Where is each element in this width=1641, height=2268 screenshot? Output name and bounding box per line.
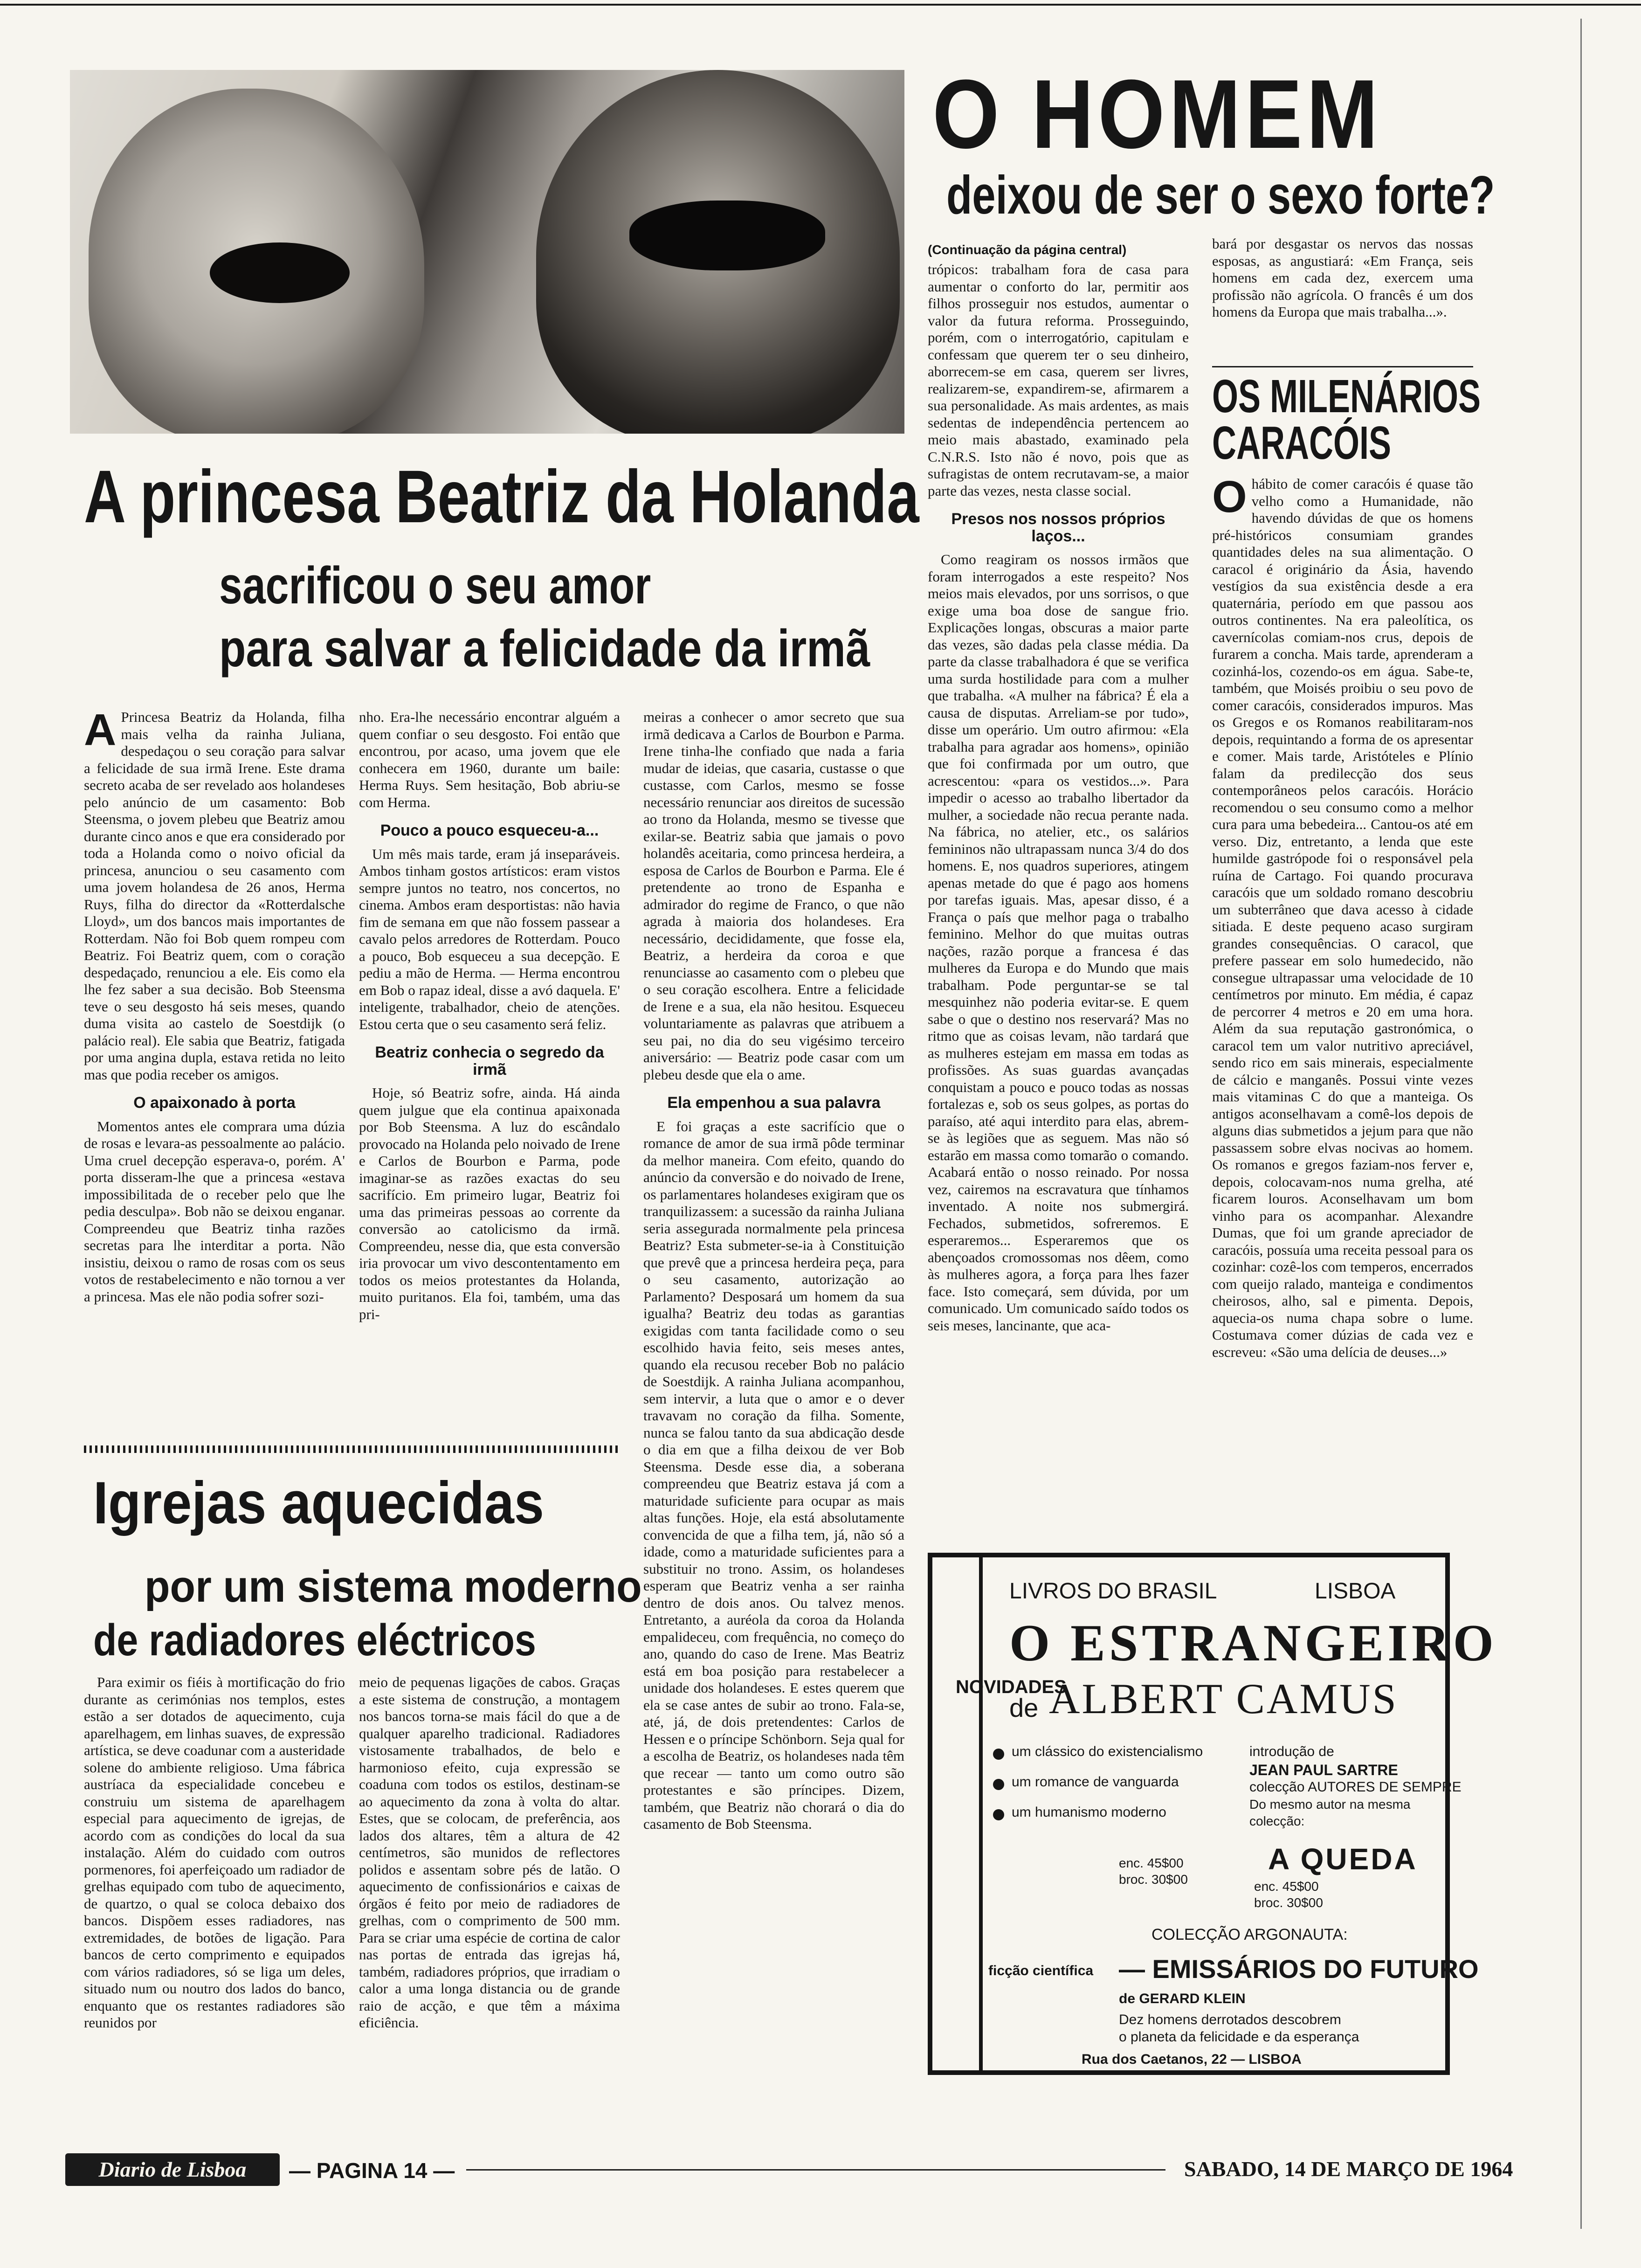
igrejas-col2-text: meio de pequenas ligações de cabos. Graças a este sistema de construção, a montagem nos bancos torna-se mais fácil do que a de qualquer aparelho tradicional. Radiadores vistosamente trabalhados, de belo e harmonioso efeito, cuja expressão se coaduna com todos os estilos, destinam-se ao aquecimento da zona à volta do altar. Estes, que se colocam, de preferência, aos lados dos altares, têm a altura de 42 centímetros, são munidos de reflectores polidos e assentam sobre pés de latão. O aquecimento de confissionários e caixas de órgãos é feito por meio de radiadores de grelhas, com o comprimento de 500 mm. Para se criar uma espécie de cortina de calor nas portas de entrada das igrejas há, também, radiadores próprios, que irradiam o calor a uma longa distancia ou de grande raio de acção, e que têm a máxima eficiência. <box>359 1674 620 2031</box>
ad-bullet-icon <box>993 1749 1004 1760</box>
beatriz-sub-4: Ela empenhou a sua palavra <box>667 1094 881 1112</box>
ad-intro-author: JEAN PAUL SARTRE <box>1249 1762 1398 1778</box>
homem-headline: O HOMEM <box>932 59 1383 169</box>
igrejas-deck-line1: por um sistema moderno <box>145 1562 642 1611</box>
ad-price-broc-2: broc. 30$00 <box>1254 1895 1323 1910</box>
homem-sub-1: Presos nos nossos próprios laços... <box>951 510 1165 545</box>
caracois-column <box>1212 476 1473 1543</box>
ad-book2: A QUEDA <box>1268 1842 1418 1876</box>
ad-book-title: O ESTRANGEIRO <box>1009 1614 1497 1672</box>
ad-publisher: LIVROS DO BRASIL <box>1009 1579 1217 1604</box>
ad-price-enc-2: enc. 45$00 <box>1254 1879 1319 1894</box>
ad-price-enc-1: enc. 45$00 <box>1119 1856 1184 1870</box>
dropcap-a: A <box>84 709 117 755</box>
beatriz-col3-text: meiras a conhecer o amor secreto que sua irmã dedicava a Carlos de Bourbon e Parma. Irene tinha-lhe confiado que nada a faria mudar de ideias, que casaria, custasse o que custasse, com Carlos, mesmo se fosse necessário renunciar aos direitos de sucessão ao trono da Holanda, mesmo se tivesse que exilar-se. Beatriz sabia que jamais o povo holandês aceitaria, como princesa herdeira, a esposa de Carlos de Bourbon e Parma. Ele é pretendente ao trono de Espanha e admirador do regime de Franco, o que não agrada à maioria dos holandeses. Era necessário, decididamente, que fosse ela, Beatriz, a herdeira da coroa e que renunciasse ao casamento com o plebeu que o seu coração escolhera. Entre a felicidade de Irene e a sua, ela não hesitou. Esqueceu voluntariamente as palavras que atribuem a seu pai, no dia do seu vigésimo terceiro aniversário: — Beatriz pode casar com um plebeu desde que ela o ame. <box>643 709 904 1083</box>
beatriz-sub-3: Beatriz conhecia o segredo da irmã <box>375 1044 604 1079</box>
beatriz-col2-text: nho. Era-lhe necessário encontrar alguém a quem confiar o seu desgosto. Foi então que encontrou, por acaso, uma jovem que ele conhecera em 1960, durante um baile: Herma Ruys. Sem hesitação, Bob abriu-se com Herma. <box>359 709 620 810</box>
beatriz-col2c-text: Hoje, só Beatriz sofre, ainda. Há ainda quem julgue que ela continua apaixonada por Bob Steensma. A luz do escândalo provocado na Holanda pelo noivado de Irene e Carlos de Bourbon e Parma, pode imaginar-se as razões exactas do seu sacrifício. Em primeiro lugar, Beatriz foi uma das primeiras pessoas ao corrente da conversão ao catolicismo da irmã. Compreendeu, nesse dia, que esta conversão iria provocar um vivo descontentamento em todos os meios protestantes da Holanda, muito puritanos. Ela foi, também, uma das pri- <box>359 1085 620 1322</box>
ad-genre: ficção científica <box>988 1963 1094 1978</box>
top-rule <box>0 4 1641 6</box>
ad-collection-word: colecção: <box>1249 1814 1305 1828</box>
ad-book3: — EMISSÁRIOS DO FUTURO <box>1119 1954 1479 1984</box>
beatriz-column-1 <box>84 709 345 1436</box>
beatriz-deck-line2: para salvar a felicidade da irmã <box>219 619 870 678</box>
beatriz-headline: A princesa Beatriz da Holanda <box>84 455 919 538</box>
igrejas-column-1 <box>84 1674 345 2145</box>
beatriz-column-3 <box>643 709 904 2080</box>
page-number: — PAGINA 14 — <box>289 2158 455 2183</box>
homem-col1-text: trópicos: trabalham fora de casa para aumentar o conforto do lar, permitir aos filhos prosseguir nos estudos, aumentar o valor da futura reforma. Prosseguindo, porém, com o interrogatório, capitulam e confessam que querem ter o seu dinheiro, aborrecem-se em casa, querem ser livres, realizarem-se, expandirem-se, afirmarem a sua personalidade. As mais ardentes, as mais sedentas de independência pertencem ao meio mais abastado, examinado pela C.N.R.S. Isto não é novo, pois que as sufragistas de ontem recrutavam-se, a maior parte das vezes, nesta classe social. <box>928 261 1189 499</box>
beatriz-sub-1: O apaixonado à porta <box>133 1094 296 1112</box>
beatriz-column-2 <box>359 709 620 1436</box>
ad-bullet-icon <box>993 1779 1004 1790</box>
right-edge-rule <box>1580 19 1582 2229</box>
photo-glasses <box>629 201 825 270</box>
book-advertisement <box>928 1553 1497 2075</box>
caracois-text: hábito de comer caracóis é quase tão velho como a Humanidade, não havendo dúvidas de que os homens pré-históricos consumiam grandes quantidades deles na sua alimentação. O caracol é originário da Ásia, havendo vestígios da sua existência desde a era quaternária, período em que passou aos outros continentes. Na era paleolítica, os cavernícolas comiam-nos crus, depois de furarem a concha. Mais tarde, aprenderam a cozinhá-los, cozendo-os em água. Sabe-te, também, que Moisés proibiu o seu povo de comer caracóis, considerados impuros. Mas os Gregos e os Romanos reabilitaram-nos depois, requintando a forma de os apresentar e comer. Mais tarde, Aristóteles e Plínio falam da predilecção dos seus contemporâneos pelos caracóis. Horácio recomendou o seu consumo como a melhor cura para uma bebedeira... Cantou-os até em verso. Diz, entretanto, a lenda que este humilde gastrópode foi o responsável pela ruína de Cartago. Foi quando procurava caracóis que um soldado romano descobriu um subterrâneo que dava acesso à cidade sitiada. E deste pequeno acaso surgiram grandes consequências. O caracol, que prefere passear em solo humedecido, não consegue ultrapassar uma velocidade de 10 centímetros por minuto. Em média, é capaz de percorrer 4 metros e 20 em uma hora. Além da sua reputação gastronómica, o caracol tem um valor nutritivo apreciável, sendo rico em sais minerais, especialmente de cálcio e manganês. Possui vinte vezes mais vitaminas C do que a manteiga. Os antigos aconselhavam a comê-los depois de alguns dias submetidos a jejum para que não passassem sobre elvas nocivas ao homem. Os romanos e gregos faziam-nos ferver e, depois, colocavam-nos numa grelha, até ficarem louros. Aconselhavam um bom vinho para os acompanhar. Alexandre Dumas, que foi um grande apreciador de caracóis, possuía uma receita pessoal para os cozinhar: cozê-los com temperos, encerrados com queijo ralado, manteiga e condimentos cheirosos, alho, sal e pimenta. Depois, aquecia-os numa chapa sobre o lume. Costumava comer dúzias de cada vez e escreveu: «São uma delícia de deuses...» <box>1212 476 1473 1360</box>
ad-by3: de GERARD KLEIN <box>1119 1991 1246 2006</box>
ad-address: Rua dos Caetanos, 22 — LISBOA <box>1082 2052 1302 2067</box>
ad-city: LISBOA <box>1315 1579 1396 1604</box>
ad-blurb-2: o planeta da felicidade e da esperança <box>1119 2029 1359 2045</box>
ad-vertical-text: NOVIDADES <box>956 1677 1067 1697</box>
homem-col1b-text: Como reagiram os nossos irmãos que foram interrogados a este respeito? Nos meios mais elevados, por uns sorrisos, o que exige uma boa dose de sangue frio. Explicações longas, obscuras a maior parte das vezes, são dadas pela classe média. Da parte da classe trabalhadora é que se verifica uma surda hostilidade para com a mulher que trabalha. «A mulher na fábrica? É ela a causa de disputas. Arreliam-se por tudo», disse um operário. Um outro afirmou: «Ela trabalha para agradar aos homens», opinião que foi confirmada por um outro, que acrescentou: «para os vestidos...». Para impedir o acesso ao trabalho libertador da mulher, a sociedade não recua perante nada. Na fábrica, no atelier, etc., os salários femininos não ultrapassam nunca 3/4 do dos homens. E, nos quadros superiores, atingem apenas metade do que é pago aos homens por tarefas iguais. Mas, apesar disso, é a França o país que melhor paga o trabalho feminino. Melhor do que muitas outras nações, razão porque a francesa é das mulheres da Europa e do Mundo que mais trabalham. Pode perguntar-se se tal mesquinhez não poderia evitar-se. E quem sabe o que o destino nos reservará? Mas no ritmo que as coisas levam, não tardará que as mulheres estejam em massa em todas as profissões. As suas guardas avançadas conquistam a pouco e pouco todas as nossas fortalezas e, sob os seus golpes, as portas do paraíso, até aqui interdito para elas, abrem-se às legiões que as seguem. Mas não só estarão em massa como tomarão o comando. Acabará então o nosso reinado. Por nossa vez, cairemos na escravatura que tínhamos inventado. A noite nos submergirá. Fechados, submetidos, sofreremos. E esperaremos... Esperaremos que os abençoados cromossomas nos dêem, como às mulheres agora, a força para lhes fazer face. Isto começará, sem dúvida, por um comunicado. Um comunicado saído todos os seis meses, lancinante, que aca- <box>928 551 1189 1334</box>
caracois-title-1: OS MILENÁRIOS <box>1212 370 1481 422</box>
homem-column-2 <box>1212 235 1473 361</box>
ad-same-author: Do mesmo autor na mesma <box>1249 1797 1411 1812</box>
ad-blurb-1: Dez homens derrotados descobrem <box>1119 2012 1341 2027</box>
caracois-title-2: CARACÓIS <box>1212 417 1392 469</box>
ad-collection2: COLECÇÃO ARGONAUTA: <box>1151 1926 1348 1943</box>
homem-separator <box>1212 366 1473 367</box>
ad-author: ALBERT CAMUS <box>1049 1675 1398 1722</box>
homem-column-1 <box>928 261 1189 1539</box>
beatriz-col3b-text: E foi graças a este sacrifício que o romance de amor de sua irmã pôde terminar da melhor maneira. Com efeito, quando do anúncio da conversão e do noivado de Irene, os parlamentares holandeses exigiram que os tranquilizassem: a sucessão da rainha Juliana seria assegurada normalmente pela princesa Beatriz? Esta submeter-se-ia à Constituição que prevê que a princesa herdeira peça, para o seu casamento, autorização ao Parlamento? Desposará um homem da sua igualha? Beatriz deu todas as garantias exigidas com tanta facilidade como o seu escolhido havia feito, seis meses antes, quando ela recusou receber Bob no palácio de Soestdijk. A rainha Juliana acompanhou, sem intervir, a luta que o amor e o dever travavam no coração da filha. Somente, nunca se falou tanto da sua abdicação desde o dia em que a filha deixou de ver Bob Steensma. Desde esse dia, a soberana compreendeu que Beatriz estava já com a maturidade suficiente para ocupar as mais altas funções. Hoje, ela está absolutamente convencida de que a filha tem, já, não só a idade, como a maturidade suficientes para a substituir no trono. Assim, os holandeses esperam que Beatriz venha a ser rainha dentro de dois anos. Ou talvez menos. Entretanto, a auréola da coroa da Holanda empalideceu, com frequência, no começo do ano, quando do caso de Irene. Mas Beatriz está em boa posição para restabelecer a unidade dos holandeses. E estes querem que ela se case antes de subir ao trono. Fala-se, até, já, de dois pretendentes: Carlos de Hessen e o príncipe Schönborn. Seja qual for a escolha de Beatriz, os holandeses nada têm que recear — tanto um como outro são protestantes e são príncipes. Dizem, também, que Beatriz não chorará o dia do casamento de Bob Steensma. <box>643 1118 904 1832</box>
ad-collection: colecção AUTORES DE SEMPRE <box>1249 1779 1462 1795</box>
ad-bullet-3: um humanismo moderno <box>1012 1805 1166 1820</box>
beatriz-col1b-text: Momentos antes ele comprara uma dúzia de rosas e levara-as pessoalmente ao palácio. Uma cruel decepção esperava-o, porém. A' porta disseram-lhe que a princesa «estava impossibilitada de o receber pelo que lhe pedia desculpa». Bob não se deixou enganar. Compreendeu que Beatriz tinha razões secretas para lhe interditar a porta. Não insistiu, deixou o ramo de rosas com os seus votos de restabelecimento e não tornou a ver a princesa. Mas ele não podia sofrer sozi- <box>84 1118 345 1305</box>
news-photo <box>70 70 904 434</box>
hatched-divider <box>84 1445 620 1453</box>
beatriz-sub-2: Pouco a pouco esqueceu-a... <box>380 822 599 839</box>
homem-continuation: (Continuação da página central) <box>928 242 1127 257</box>
issue-date: SABADO, 14 DE MARÇO DE 1964 <box>1184 2157 1513 2181</box>
footer-rule-left <box>466 2169 1165 2171</box>
ad-bullet-2: um romance de vanguarda <box>1012 1774 1179 1790</box>
homem-deck: deixou de ser o sexo forte? <box>946 165 1495 225</box>
beatriz-col1-text: Princesa Beatriz da Holanda, filha mais velha da rainha Juliana, despedaçou o seu coração para salvar a felicidade de sua irmã Irene. Este drama secreto acaba de ser revelado aos holandeses pelo anúncio de um casamento: Bob Steensma, o jovem plebeu que Beatriz amou durante cinco anos e que era considerado por toda a Holanda como o noivo oficial da princesa, anunciou o seu casamento com uma jovem holandesa de 26 anos, Herma Ruys, filha do director da «Rotterdalsche Lloyd», um dos bancos mais importantes de Rotterdam. Não foi Bob quem rompeu com Beatriz. Foi Beatriz quem, com o coração despedaçado, renunciou a ele. Eis como ela lhe fez saber a sua decisão. Bob Steensma teve o seu desgosto há seis meses, quando duma visita ao castelo de Soestdijk (o palácio real). Ele sabia que Beatriz, fatigada por uma angina dupla, estava retida no leito mas que podia receber os amigos. <box>84 709 345 1083</box>
beatriz-col2b-text: Um mês mais tarde, eram já inseparáveis. Ambos tinham gostos artísticos: eram vistos sempre juntos no teatro, nos concertos, no cinema. Ambos eram desportistas: não havia fim de semana em que não fossem passear a cavalo pelos arredores de Rotterdam. Pouco a pouco, Bob esqueceu a sua decepção. E pediu a mão de Herma. — Herma encontrou em Bob o rapaz ideal, disse a avó daquela. E' inteligente, trabalhador, cheio de atenções. Estou certa que o seu casamento será feliz. <box>359 845 620 1032</box>
ad-de: de <box>1009 1693 1039 1722</box>
ad-intro-label: introdução de <box>1249 1744 1334 1759</box>
igrejas-col1-text: Para eximir os fiéis à mortificação do frio durante as cerimónias nos templos, estes estão a ser dotados de aquecimento, cuja aparelhagem, em linhas suaves, de expressão artística, se deve coadunar com a austeridade solene do ambiente religioso. Uma fábrica austríaca da especialidade concebeu e construiu um sistema de aparelhagem especial para aquecimento de igrejas, de acordo com as condições do local da sua instalação. Além do cuidado com outros pormenores, foi aperfeiçoado um radiador de grelhas equipado com tubo de aquecimento, de quartzo, o qual se coloca debaixo dos bancos. Dispõem esses radiadores, nas extremidades, de botões de ligação. Para bancos de certo comprimento e equipados com vários radiadores, só se liga um deles, situado num ou noutro dos lados do banco, enquanto que os restantes radiadores são reunidos por <box>84 1674 345 2031</box>
ad-bullet-1: um clássico do existencialismo <box>1012 1744 1203 1759</box>
homem-col2-text: bará por desgastar os nervos das nossas esposas, as angustiará: «Em França, seis homens em cada dez, exercem uma profissão não agrícola. O francês é um dos homens da Europa que mais trabalha...». <box>1212 235 1473 320</box>
igrejas-column-2 <box>359 1674 620 2145</box>
igrejas-deck-line2: de radiadores eléctricos <box>93 1615 536 1665</box>
igrejas-headline: Igrejas aquecidas <box>93 1470 544 1536</box>
beatriz-deck-line1: sacrificou o seu amor <box>219 556 651 615</box>
ad-price-broc-1: broc. 30$00 <box>1119 1872 1188 1887</box>
masthead-logo: Diario de Lisboa <box>65 2153 280 2186</box>
dropcap-o: O <box>1212 476 1247 522</box>
photo-sunglasses <box>210 242 350 303</box>
ad-bullet-icon <box>993 1809 1004 1820</box>
